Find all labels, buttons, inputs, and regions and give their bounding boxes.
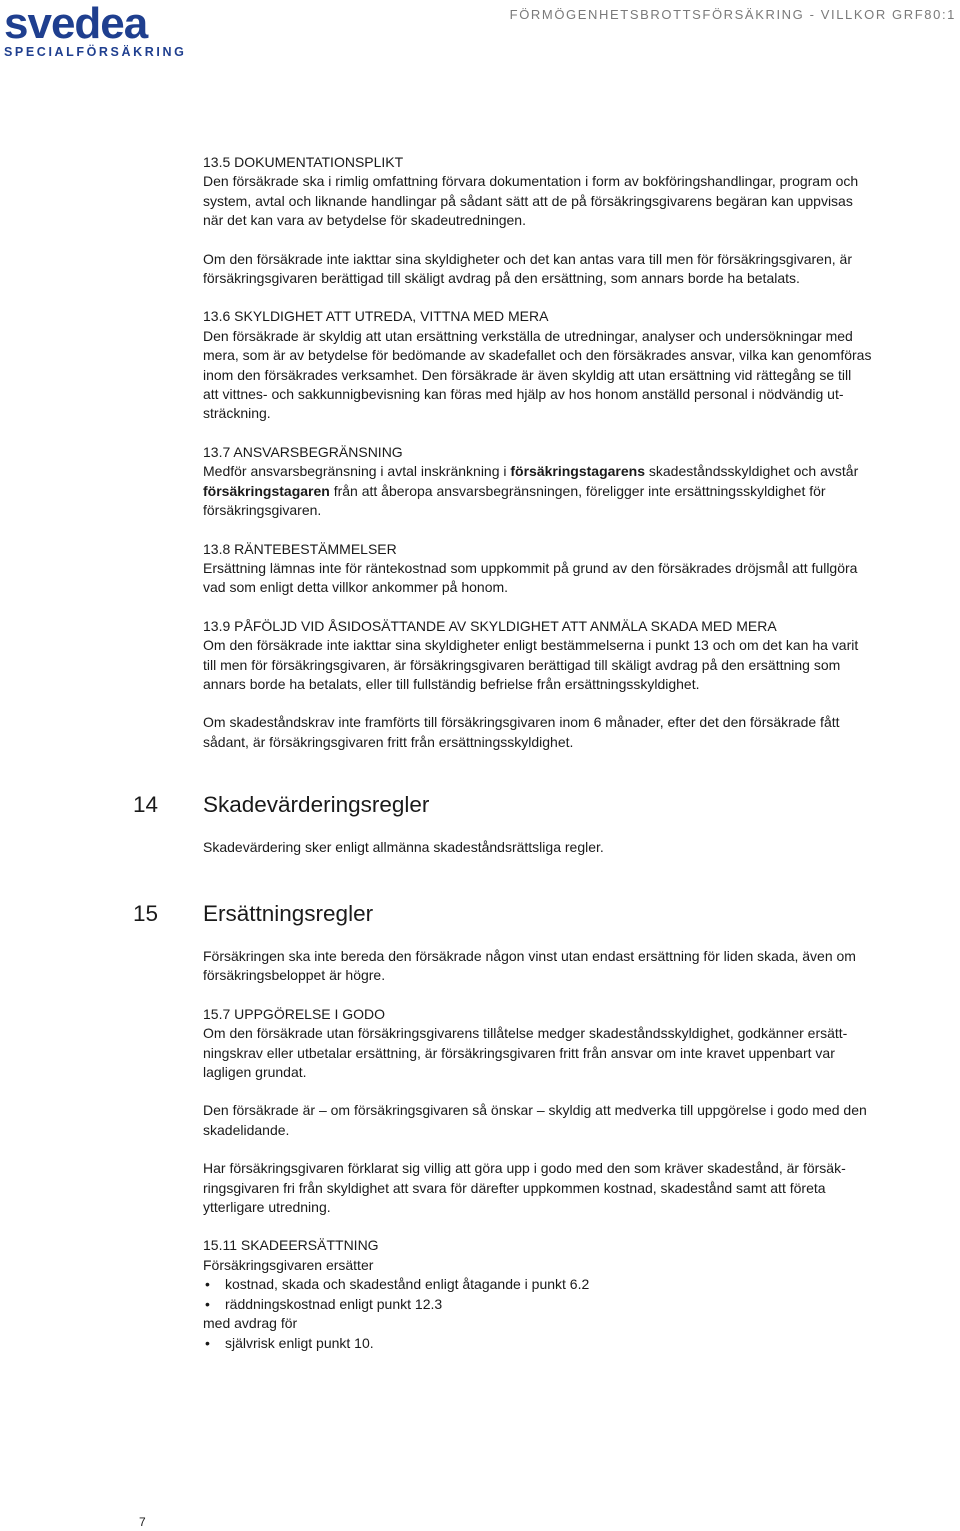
- section-heading: 15.11 SKADEERSÄTTNING: [203, 1237, 379, 1254]
- paragraph-line: Har försäkringsgivaren förklarat sig villig att göra upp i godo med den som kräver skadestånd, är försäk-: [203, 1160, 846, 1177]
- paragraph-line: ytterligare utredning.: [203, 1199, 331, 1216]
- paragraph-line: Försäkringsgivaren ersätter: [203, 1256, 374, 1273]
- section-13-8: [203, 540, 955, 598]
- paragraph-line: försäkringsbeloppet är högre.: [203, 967, 386, 984]
- paragraph-line: [203, 462, 955, 481]
- paragraph-line: mera, som är av betydelse för bedömande av skadefallet och den försäkrades ansvar, vilka kan genomföras: [203, 347, 872, 364]
- chapter-15-body: [203, 947, 955, 1353]
- paragraph-line: försäkringsgivaren.: [203, 502, 322, 519]
- section-15-7: [203, 1005, 955, 1218]
- section-13-7: [203, 443, 955, 521]
- paragraph-line: Den försäkrade ska i rimlig omfattning förvara dokumentation i form av bokföringshandlingar, program och: [203, 173, 859, 190]
- list-item: • kostnad, skada och skadestånd enligt åtagande i punkt 6.2: [203, 1275, 955, 1294]
- paragraph-line: skadelidande.: [203, 1121, 290, 1138]
- paragraph-line: inom den försäkrades verksamhet. Den försäkrade är även skyldig att utan ersättning vid rättegång se till: [203, 366, 852, 383]
- section-13-9: [203, 617, 955, 752]
- section-heading: 13.8 RÄNTEBESTÄMMELSER: [203, 540, 397, 557]
- section-13-content: [203, 153, 955, 752]
- paragraph-line: Om den försäkrade utan försäkringsgivarens tillåtelse medger skadeståndsskyldighet, godkänner ersätt-: [203, 1025, 848, 1042]
- bold-term: försäkringstagarens: [510, 463, 645, 480]
- section-15-11: [203, 1236, 955, 1352]
- chapter-14-body: [203, 838, 955, 857]
- chapter-number: 14: [133, 792, 159, 817]
- document-title: FÖRMÖGENHETSBROTTSFÖRSÄKRING - VILLKOR GRF80:1: [509, 7, 956, 22]
- text-run: skadeståndsskyldighet och avstår: [645, 463, 859, 480]
- chapter-number: 15: [133, 901, 159, 926]
- paragraph-line: ringsgivaren fri från skyldighet att svara för därefter uppkommen kostnad, skadestånd samt att företa: [203, 1179, 826, 1196]
- text-run: Medför ansvarsbegränsning i avtal inskränkning i: [203, 463, 511, 480]
- paragraph-line: annars borde ha betalats, eller till fullständig befrielse från ersättningsskyldighet.: [203, 675, 700, 692]
- bullet-list: [203, 1334, 955, 1353]
- paragraph-line: försäkringsgivaren berättigad till skäligt avdrag på den ersättning, som annars borde ha betalats.: [203, 270, 800, 287]
- paragraph-line: med avdrag för: [203, 1315, 298, 1332]
- section-13-5: [203, 153, 955, 288]
- paragraph-line: när det kan vara av betydelse för skadeutredningen.: [203, 212, 526, 229]
- logo-tagline: SPECIALFÖRSÄKRING: [4, 45, 187, 59]
- paragraph-line: till men för försäkringsgivaren, är försäkringsgivaren berättigad till skäligt avdrag på den ersättning som: [203, 656, 841, 673]
- chapter-15-heading: [133, 900, 953, 928]
- paragraph-line: system, avtal och liknande handlingar på sådant sätt att de på försäkringsgivarens begäran kan uppvisas: [203, 192, 853, 209]
- chapter-title: Skadevärderingsregler: [203, 792, 430, 817]
- paragraph-line: [203, 482, 955, 501]
- paragraph-line: ningskrav eller utbetalar ersättning, är försäkringsgivaren fritt från ansvar om inte kravet uppenbart var: [203, 1044, 835, 1061]
- bullet-list: [203, 1275, 955, 1314]
- paragraph-line: sträckning.: [203, 405, 271, 422]
- paragraph-line: Den försäkrade är – om försäkringsgivaren så önskar – skyldig att medverka till uppgörelse i godo med den: [203, 1102, 867, 1119]
- section-heading: 13.9 PÅFÖLJD VID ÅSIDOSÄTTANDE AV SKYLDIGHET ATT ANMÄLA SKADA MED MERA: [203, 617, 777, 634]
- page-number: 7: [139, 1515, 146, 1529]
- paragraph-line: Om den försäkrade inte iakttar sina skyldigheter och det kan antas vara till men för försäkringsgivaren, är: [203, 250, 852, 267]
- paragraph-line: Den försäkrade är skyldig att utan ersättning verkställa de utredningar, analyser och undersökningar med: [203, 327, 853, 344]
- section-heading: 13.7 ANSVARSBEGRÄNSNING: [203, 443, 403, 460]
- paragraph-line: Skadevärdering sker enligt allmänna skadeståndsrättsliga regler.: [203, 839, 604, 855]
- svedea-logo: [4, 0, 187, 59]
- paragraph-line: Ersättning lämnas inte för räntekostnad som uppkommit på grund av den försäkrades dröjsmål att fullgöra: [203, 559, 858, 576]
- paragraph-line: sådant, är försäkringsgivaren fritt från ersättningsskyldighet.: [203, 733, 574, 750]
- paragraph-line: Försäkringen ska inte bereda den försäkrade någon vinst utan endast ersättning för liden skada, även om: [203, 948, 856, 964]
- chapter-14-heading: [133, 791, 953, 819]
- paragraph-line: lagligen grundat.: [203, 1064, 307, 1081]
- chapter-title: Ersättningsregler: [203, 901, 374, 926]
- logo-wordmark: svedea: [4, 0, 148, 48]
- section-heading: 15.7 UPPGÖRELSE I GODO: [203, 1005, 386, 1022]
- list-item: • självrisk enligt punkt 10.: [203, 1334, 955, 1353]
- section-13-6: [203, 307, 955, 423]
- paragraph-line: Om skadeståndskrav inte framförts till försäkringsgivaren inom 6 månader, efter det den försäkrade fått: [203, 714, 840, 731]
- section-heading: 13.6 SKYLDIGHET ATT UTREDA, VITTNA MED MERA: [203, 308, 549, 325]
- text-run: från att åberopa ansvarsbegränsningen, föreligger inte ersättningsskyldighet för: [329, 482, 826, 499]
- paragraph-line: Om den försäkrade inte iakttar sina skyldigheter enligt bestämmelserna i punkt 13 och om det kan ha varit: [203, 637, 859, 654]
- paragraph-line: vad som enligt detta villkor ankommer på honom.: [203, 579, 509, 596]
- bold-term: försäkringstagaren: [203, 482, 330, 499]
- list-item: • räddningskostnad enligt punkt 12.3: [203, 1295, 955, 1314]
- paragraph-line: att vittnes- och sakkunnigbevisning kan föras med hjälp av hos honom anställd personal i nödvändig ut-: [203, 386, 844, 403]
- section-heading: 13.5 DOKUMENTATIONSPLIKT: [203, 154, 404, 170]
